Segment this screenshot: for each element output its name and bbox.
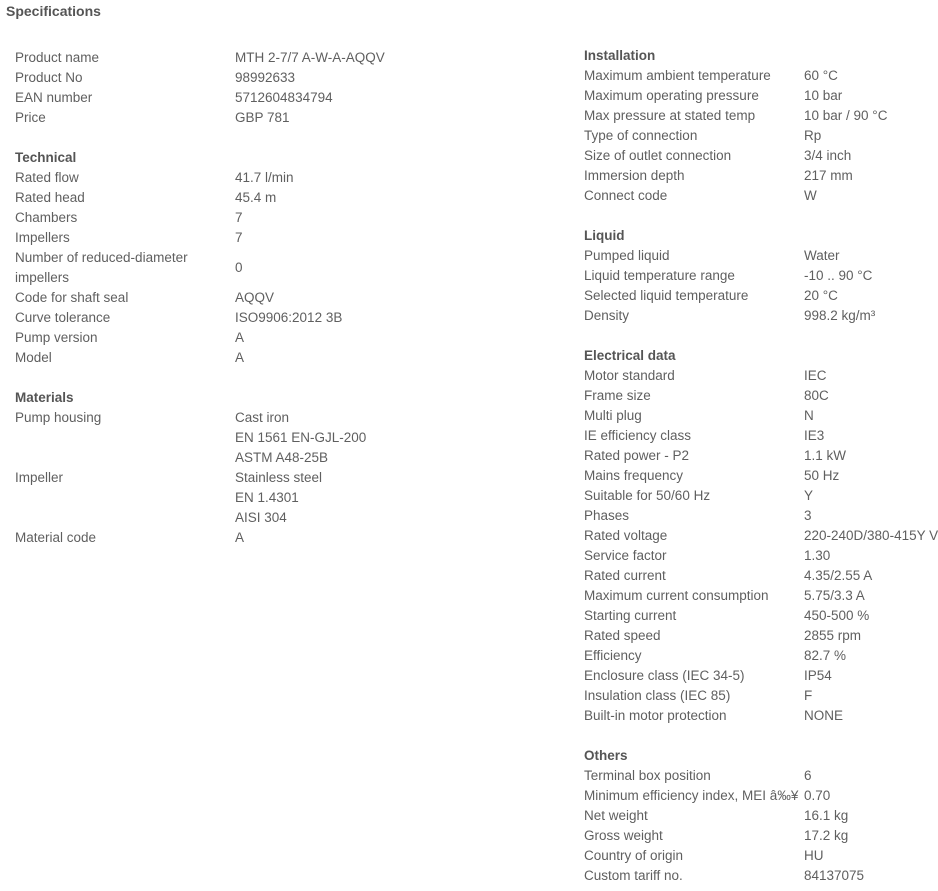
spec-label: Rated power - P2	[584, 448, 690, 463]
spec-value: 5.75/3.3 A	[804, 588, 865, 603]
spec-label: Size of outlet connection	[584, 148, 732, 163]
spec-row-liquid-temperature-range	[584, 266, 938, 286]
spec-row-chambers	[15, 208, 555, 228]
spec-value: N	[804, 408, 814, 423]
spec-label: Efficiency	[584, 648, 642, 663]
spec-row-rated-power-p2	[584, 446, 938, 466]
spec-row-pump-version	[15, 328, 555, 348]
spec-label: Product name	[15, 50, 100, 65]
spec-row-multi-plug	[584, 406, 938, 426]
spec-row-starting-current	[584, 606, 938, 626]
spec-row-mains-frequency	[584, 466, 938, 486]
spec-label: Starting current	[584, 608, 677, 623]
spec-label: Number of reduced-diameter impellers	[15, 250, 188, 285]
spec-row-minimum-efficiency-index-mei	[584, 786, 938, 806]
spec-value: 7	[235, 230, 243, 245]
spec-value: 6	[804, 768, 812, 783]
spec-row-selected-liquid-temperature	[584, 286, 938, 306]
spec-row-number-of-reduced-diameter-impellers	[15, 248, 555, 288]
spec-value: IP54	[804, 668, 832, 683]
spec-value: 3/4 inch	[804, 148, 852, 163]
section-title: Electrical data	[584, 348, 676, 363]
spec-value	[235, 408, 366, 468]
section-title: Liquid	[584, 228, 625, 243]
spec-row-connect-code	[584, 186, 938, 206]
spec-label: Impeller	[15, 470, 64, 485]
spec-label: Pump housing	[15, 410, 102, 425]
spec-value: IEC	[804, 368, 827, 383]
spec-row-rated-voltage	[584, 526, 938, 546]
spec-value: 4.35/2.55 A	[804, 568, 873, 583]
section-spacer	[15, 128, 555, 148]
spec-row-model	[15, 348, 555, 368]
spec-value: 217 mm	[804, 168, 853, 183]
spec-value: NONE	[804, 708, 844, 723]
spec-row-size-of-outlet-connection	[584, 146, 938, 166]
section-spacer	[584, 206, 938, 226]
spec-value: 10 bar / 90 °C	[804, 108, 888, 123]
spec-label: Model	[15, 350, 52, 365]
spec-value: 998.2 kg/m³	[804, 308, 876, 323]
spec-row-enclosure-class-iec-34-5	[584, 666, 938, 686]
spec-value: HU	[804, 848, 824, 863]
spec-label: Liquid temperature range	[584, 268, 735, 283]
section-materials	[15, 388, 555, 548]
spec-row-code-for-shaft-seal	[15, 288, 555, 308]
spec-value: 17.2 kg	[804, 828, 849, 843]
spec-label: Suitable for 50/60 Hz	[584, 488, 711, 503]
spec-value: 45.4 m	[235, 190, 277, 205]
spec-label: EAN number	[15, 90, 93, 105]
spec-row-country-of-origin	[584, 846, 938, 866]
spec-value: 50 Hz	[804, 468, 840, 483]
spec-row-rated-speed	[584, 626, 938, 646]
spec-row-rated-head	[15, 188, 555, 208]
spec-value: 16.1 kg	[804, 808, 849, 823]
spec-label: Frame size	[584, 388, 651, 403]
spec-label: Enclosure class (IEC 34-5)	[584, 668, 745, 683]
spec-value: 220-240D/380-415Y V	[804, 528, 938, 543]
section-title: Technical	[15, 150, 77, 165]
spec-value: ISO9906:2012 3B	[235, 310, 343, 325]
spec-row-max-pressure-at-stated-temp	[584, 106, 938, 126]
spec-value: GBP 781	[235, 110, 290, 125]
spec-row-phases	[584, 506, 938, 526]
spec-label: Rated head	[15, 190, 85, 205]
spec-label: Selected liquid temperature	[584, 288, 749, 303]
spec-value-line: Cast iron	[235, 410, 290, 425]
spec-label: Built-in motor protection	[584, 708, 727, 723]
section-spacer	[15, 368, 555, 388]
spec-label: Pumped liquid	[584, 248, 670, 263]
spec-label: Chambers	[15, 210, 78, 225]
spec-value: Water	[804, 248, 840, 263]
spec-value: 80C	[804, 388, 829, 403]
spec-label: Material code	[15, 530, 97, 545]
spec-label: IE efficiency class	[584, 428, 692, 443]
spec-label: Pump version	[15, 330, 98, 345]
spec-label: Density	[584, 308, 630, 323]
spec-value: 0.70	[804, 788, 831, 803]
spec-row-ean-number	[15, 88, 555, 108]
section-spacer	[584, 326, 938, 346]
spec-row-impellers	[15, 228, 555, 248]
spec-row-maximum-current-consumption	[584, 586, 938, 606]
spec-label: Maximum operating pressure	[584, 88, 759, 103]
spec-value: 7	[235, 210, 243, 225]
spec-row-product-no	[15, 68, 555, 88]
spec-value: MTH 2-7/7 A-W-A-AQQV	[235, 50, 385, 65]
spec-value: 82.7 %	[804, 648, 847, 663]
section-general	[15, 48, 555, 128]
spec-row-motor-standard	[584, 366, 938, 386]
spec-label: Price	[15, 110, 46, 125]
spec-row-type-of-connection	[584, 126, 938, 146]
spec-label: Rated voltage	[584, 528, 668, 543]
spec-value: 1.1 kW	[804, 448, 847, 463]
spec-label: Rated flow	[15, 170, 79, 185]
spec-label: Maximum ambient temperature	[584, 68, 771, 83]
spec-value	[235, 468, 322, 528]
spec-value: AQQV	[235, 290, 275, 305]
spec-label: Motor standard	[584, 368, 675, 383]
section-technical	[15, 148, 555, 368]
spec-label: Net weight	[584, 808, 648, 823]
spec-label: Rated speed	[584, 628, 661, 643]
spec-row-rated-current	[584, 566, 938, 586]
spec-value: 2855 rpm	[804, 628, 862, 643]
spec-value: 20 °C	[804, 288, 838, 303]
spec-label: Code for shaft seal	[15, 290, 129, 305]
spec-label: Curve tolerance	[15, 310, 111, 325]
left-column	[15, 48, 555, 548]
right-column	[584, 46, 938, 886]
spec-row-density	[584, 306, 938, 326]
spec-row-gross-weight	[584, 826, 938, 846]
spec-value: F	[804, 688, 813, 703]
spec-row-product-name	[15, 48, 555, 68]
spec-value: 3	[804, 508, 812, 523]
spec-value: Rp	[804, 128, 822, 143]
spec-label: Phases	[584, 508, 630, 523]
section-others	[584, 746, 938, 886]
section-electrical-data	[584, 346, 938, 726]
spec-value: 98992633	[235, 70, 296, 85]
spec-row-terminal-box-position	[584, 766, 938, 786]
spec-value: 0	[235, 260, 243, 275]
spec-value-line: ASTM A48-25B	[235, 450, 329, 465]
spec-row-suitable-for-50-60-hz	[584, 486, 938, 506]
spec-row-immersion-depth	[584, 166, 938, 186]
spec-row-material-code	[15, 528, 555, 548]
spec-label: Connect code	[584, 188, 668, 203]
spec-row-rated-flow	[15, 168, 555, 188]
spec-value: A	[235, 350, 245, 365]
spec-label: Immersion depth	[584, 168, 685, 183]
spec-value: 84137075	[804, 868, 865, 883]
spec-value: 60 °C	[804, 68, 838, 83]
spec-value-line: Stainless steel	[235, 470, 323, 485]
spec-row-built-in-motor-protection	[584, 706, 938, 726]
spec-label: Terminal box position	[584, 768, 711, 783]
section-installation	[584, 46, 938, 206]
spec-row-curve-tolerance	[15, 308, 555, 328]
spec-label: Service factor	[584, 548, 667, 563]
section-spacer	[584, 726, 938, 746]
section-liquid	[584, 226, 938, 326]
section-title: Installation	[584, 48, 656, 63]
spec-value: A	[235, 530, 245, 545]
spec-label: Mains frequency	[584, 468, 684, 483]
spec-value: 450-500 %	[804, 608, 870, 623]
spec-row-maximum-ambient-temperature	[584, 66, 938, 86]
spec-value: 5712604834794	[235, 90, 333, 105]
spec-value: A	[235, 330, 245, 345]
spec-label: Minimum efficiency index, MEI â‰¥	[584, 788, 799, 803]
spec-label: Multi plug	[584, 408, 642, 423]
spec-row-frame-size	[584, 386, 938, 406]
spec-value-line: EN 1.4301	[235, 490, 299, 505]
spec-label: Product No	[15, 70, 83, 85]
spec-label: Max pressure at stated temp	[584, 108, 756, 123]
spec-row-pumped-liquid	[584, 246, 938, 266]
spec-row-insulation-class-iec-85	[584, 686, 938, 706]
spec-label: Gross weight	[584, 828, 663, 843]
spec-value: 41.7 l/min	[235, 170, 294, 185]
spec-value: W	[804, 188, 817, 203]
spec-value: IE3	[804, 428, 825, 443]
spec-row-service-factor	[584, 546, 938, 566]
spec-row-price	[15, 108, 555, 128]
spec-value: 10 bar	[804, 88, 843, 103]
spec-value-line: EN 1561 EN-GJL-200	[235, 430, 367, 445]
spec-row-efficiency	[584, 646, 938, 666]
spec-row-ie-efficiency-class	[584, 426, 938, 446]
spec-label: Rated current	[584, 568, 666, 583]
spec-label: Type of connection	[584, 128, 698, 143]
spec-label: Custom tariff no.	[584, 868, 683, 883]
spec-label: Impellers	[15, 230, 70, 245]
spec-label: Maximum current consumption	[584, 588, 769, 603]
spec-value: Y	[804, 488, 814, 503]
section-title: Others	[584, 748, 628, 763]
spec-label: Insulation class (IEC 85)	[584, 688, 731, 703]
spec-row-maximum-operating-pressure	[584, 86, 938, 106]
page-title: Specifications	[6, 3, 101, 19]
section-title: Materials	[15, 390, 74, 405]
spec-row-pump-housing	[15, 408, 555, 468]
spec-value-line: AISI 304	[235, 510, 287, 525]
spec-row-custom-tariff-no	[584, 866, 938, 886]
spec-row-impeller	[15, 468, 555, 528]
spec-value: -10 .. 90 °C	[804, 268, 873, 283]
spec-row-net-weight	[584, 806, 938, 826]
spec-label: Country of origin	[584, 848, 684, 863]
spec-value: 1.30	[804, 548, 831, 563]
